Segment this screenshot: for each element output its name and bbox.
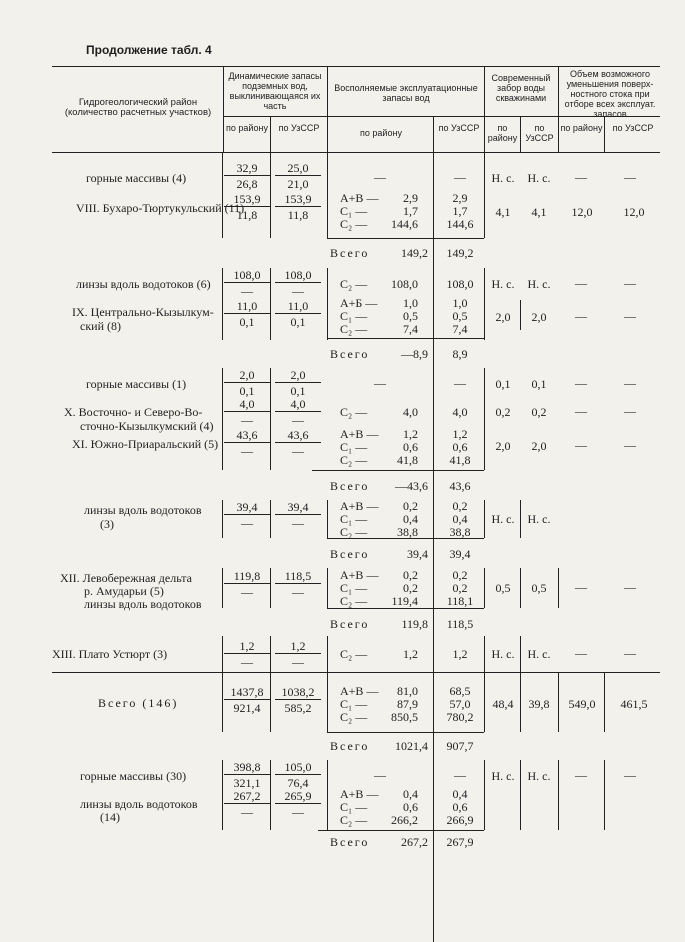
reduction-region-cell: 549,0 [568, 697, 596, 711]
dyn-region-cell: $\frac{1437,8}{921,4}$ [224, 686, 270, 714]
total-rule [327, 338, 484, 339]
current-region-cell: 0,5 [495, 581, 511, 595]
renew-uzssr-cell: 0,2 0,4 38,8 [449, 499, 471, 539]
col-rule [327, 500, 328, 538]
total-label: Всего [330, 347, 370, 361]
reduction-region-cell: — [575, 376, 587, 390]
region-label: линзы вдоль водотоков [80, 797, 198, 811]
dyn-region-cell: 267,2 — [224, 790, 270, 818]
header-top-rule [52, 66, 660, 67]
current-uzssr-cell: Н. с. [527, 277, 551, 291]
total-uzssr-value: 43,6 [449, 479, 471, 493]
category-labels: А+В — C₁ — C₂ — [340, 787, 379, 827]
current-region-cell: 48,4 [492, 697, 514, 711]
current-uzssr-cell: 2,0 [531, 310, 547, 324]
col-rule [327, 672, 328, 732]
dyn-uzssr-cell: 108,0 — [275, 269, 321, 297]
total-label: Всего [330, 479, 370, 493]
col-rule [222, 368, 223, 470]
header-dynamic: Динамические запасы подземных вод, выклинивающаяся их часть [228, 71, 322, 111]
reduction-uzssr-cell: — [624, 646, 636, 660]
col-rule [270, 568, 271, 608]
current-uzssr-cell: Н. с. [527, 769, 551, 783]
current-uzssr-cell: 0,5 [531, 581, 547, 595]
category-labels: А+В — C₁ — C₂ — [340, 568, 379, 608]
reduction-region-cell: — [575, 404, 587, 418]
region-label: линзы вдоль водотоков [84, 503, 202, 517]
col-rule [484, 268, 485, 340]
renew-uzssr-cell: 68,5 57,0 780,2 [446, 684, 474, 724]
region-label: XII. Левобережная дельта [60, 571, 192, 585]
dyn-uzssr-cell: 265,9 — [275, 790, 321, 818]
header-bottom-rule [52, 152, 660, 153]
renew-uzssr-cell: 1,2 0,6 41,8 [449, 427, 471, 467]
col-rule [558, 66, 559, 152]
summary-label: Всего (146) [98, 696, 179, 710]
renew-region-cell: 1,0 0,5 7,4 [403, 296, 418, 336]
renew-region-cell: 4,0 [403, 405, 418, 419]
current-uzssr-cell: Н. с. [527, 512, 551, 526]
header-reduction: Объем возможного уменьшения поверх-ностного стока при отборе всех эксплуат. запасов [564, 69, 656, 119]
col-rule [222, 152, 223, 238]
header-renewable: Восполняемые эксплуатационные запасы вод [334, 83, 478, 103]
reduction-region-cell: — [575, 580, 587, 594]
col-rule [327, 268, 328, 340]
renew-uzssr-cell: 4,0 [452, 405, 468, 419]
reduction-uzssr-cell: — [624, 309, 636, 323]
current-region-cell: Н. с. [491, 647, 515, 661]
col-rule [270, 672, 271, 732]
total-rule [327, 732, 484, 733]
renew-uzssr-cell: 0,2 0,2 118,1 [446, 568, 474, 608]
renew-region-cell: 81,0 87,9 850,5 [391, 684, 418, 724]
region-label-cont: (3) [100, 517, 114, 531]
col-rule [222, 672, 223, 732]
col-rule [327, 568, 328, 608]
total-region-value: 119,8 [401, 617, 428, 631]
current-region-cell: Н. с. [491, 277, 515, 291]
dyn-uzssr-cell: 4,0 — [275, 398, 321, 426]
col-rule [433, 152, 434, 942]
dyn-region-cell: $\frac{153,9}{11,8}$ [224, 193, 270, 221]
total-label: Всего [330, 739, 370, 753]
region-label: горные массивы (4) [86, 171, 187, 185]
renew-uzssr-cell: 2,9 1,7 144,6 [446, 191, 474, 231]
col-rule [327, 636, 328, 672]
category-labels: А+В — C₁ — C₂ — [340, 499, 379, 539]
col-rule [222, 500, 223, 538]
col-rule [327, 152, 328, 238]
region-label: линзы вдоль водотоков (6) [76, 277, 211, 291]
reduction-region-cell: 12,0 [571, 205, 593, 219]
category-labels: А+Б — C₁ — C₂ — [340, 296, 378, 336]
reduction-uzssr-cell: — [624, 376, 636, 390]
col-rule [484, 500, 485, 538]
dyn-region-cell: $\frac{2,0}{0,1}$ [224, 369, 270, 397]
renew-uzssr-cell: 108,0 [446, 277, 474, 291]
col-rule [270, 500, 271, 538]
total-region-value: —8,9 [401, 347, 428, 361]
col-rule [222, 268, 223, 340]
renew-uzssr-cell: 0,4 0,6 266,9 [446, 787, 474, 827]
total-uzssr-value: 267,9 [446, 835, 474, 849]
col-rule [223, 66, 224, 152]
dyn-uzssr-cell: $\frac{25,0}{21,0}$ [275, 162, 321, 190]
dyn-region-cell: $\frac{11,0}{0,1}$ [224, 300, 270, 328]
col-rule [604, 672, 605, 732]
col-rule [327, 66, 328, 152]
region-label: X. Восточно- и Северо-Во- [64, 405, 203, 419]
col-rule [270, 368, 271, 470]
total-uzssr-value: 907,7 [446, 739, 474, 753]
renew-uzssr-cell: 1,0 0,5 7,4 [452, 296, 468, 336]
renew-uzssr-cell: — [454, 170, 466, 184]
total-rule [327, 608, 484, 609]
category-labels: А+В — C₁ — C₂ — [340, 427, 379, 467]
category-labels: А+В — C₁ — C₂ — [340, 684, 379, 724]
renew-region-cell: — [374, 376, 386, 390]
total-region-value: 149,2 [401, 246, 428, 260]
total-region-value: 39,4 [407, 547, 428, 561]
reduction-uzssr-cell: 461,5 [620, 697, 648, 711]
renew-region-cell: 0,2 0,4 38,8 [397, 499, 418, 539]
total-uzssr-value: 118,5 [446, 617, 474, 631]
col-rule [484, 636, 485, 672]
current-region-cell: Н. с. [491, 171, 515, 185]
total-uzssr-value: 149,2 [446, 246, 474, 260]
dyn-region-cell: $\frac{32,9}{26,8}$ [224, 162, 270, 190]
renew-region-cell: 108,0 [391, 277, 418, 291]
current-region-cell: 0,2 [495, 405, 511, 419]
renew-region-cell: 0,4 0,6 266,2 [391, 787, 418, 827]
region-label: горные массивы (30) [80, 769, 187, 783]
region-label: IX. Центрально-Кызылкум- [72, 305, 214, 319]
region-label: VIII. Бухаро-Тюртукульский (11) [76, 201, 245, 215]
reduction-region-cell: — [575, 276, 587, 290]
col-rule [484, 368, 485, 470]
renew-region-cell: 1,2 0,6 41,8 [397, 427, 418, 467]
col-rule [484, 568, 485, 608]
total-label: Всего [330, 547, 370, 561]
renew-uzssr-cell: — [454, 768, 466, 782]
renew-region-cell: 2,9 1,7 144,6 [391, 191, 418, 231]
current-region-cell: 2,0 [495, 439, 511, 453]
dyn-uzssr-cell: 43,6 — [275, 429, 321, 457]
col-rule [270, 116, 271, 152]
col-rule [270, 760, 271, 830]
total-rule [312, 470, 484, 471]
total-uzssr-value: 8,9 [452, 347, 468, 361]
sub-red-region: по району [560, 123, 603, 133]
dyn-uzssr-cell: 118,5 — [275, 570, 321, 598]
total-uzssr-value: 39,4 [449, 547, 471, 561]
sub-red-uzssr: по УзССР [612, 123, 654, 133]
dyn-region-cell: 119,8 — [224, 570, 270, 598]
region-label: XI. Южно-Приаральский (5) [72, 437, 219, 451]
category-label: C₂ — [340, 277, 368, 291]
dyn-region-cell: 43,6 — [224, 429, 270, 457]
col-rule [558, 568, 559, 608]
table-caption: Продолжение табл. 4 [86, 43, 212, 57]
renew-region-cell: — [374, 170, 386, 184]
dyn-uzssr-cell: $\frac{153,9}{11,8}$ [275, 193, 321, 221]
dyn-region-cell: 108,0 — [224, 269, 270, 297]
reduction-uzssr-cell: — [624, 276, 636, 290]
sub-dyn-region: по району [226, 123, 268, 133]
total-rule [318, 830, 484, 831]
header-current: Современный забор воды скважинами [491, 73, 551, 103]
sub-cur-uzssr: по УзССР [525, 123, 554, 143]
renew-uzssr-cell: 1,2 [452, 647, 468, 661]
current-uzssr-cell: Н. с. [527, 171, 551, 185]
header-region: Гидрогеологический район (количество расчетных участков) [64, 97, 212, 119]
total-label: Всего [330, 617, 370, 631]
dyn-uzssr-cell: $\frac{11,0}{0,1}$ [275, 300, 321, 328]
region-label-sub: линзы вдоль водотоков [84, 597, 202, 611]
total-region-value: 267,2 [401, 835, 428, 849]
current-uzssr-cell: 4,1 [531, 205, 547, 219]
dyn-uzssr-cell: $\frac{2,0}{0,1}$ [275, 369, 321, 397]
total-region-value: —43,6 [395, 479, 428, 493]
col-rule [270, 636, 271, 672]
reduction-region-cell: — [575, 646, 587, 660]
region-label: горные массивы (1) [86, 377, 187, 391]
col-rule [604, 116, 605, 152]
dyn-uzssr-cell: $\frac{105,0}{76,4}$ [275, 761, 321, 789]
reduction-region-cell: — [575, 768, 587, 782]
total-label: Всего [330, 835, 370, 849]
dyn-region-cell: 4,0 — [224, 398, 270, 426]
col-rule [558, 672, 559, 732]
sub-cur-region: по району [487, 123, 518, 143]
dyn-region-cell: $\frac{398,8}{321,1}$ [224, 761, 270, 789]
dyn-uzssr-cell: 1,2 — [275, 640, 321, 668]
col-rule [222, 636, 223, 672]
col-rule [222, 760, 223, 830]
renew-region-cell: 0,2 0,2 119,4 [391, 568, 418, 608]
current-uzssr-cell: 0,1 [531, 377, 547, 391]
current-region-cell: 2,0 [495, 310, 511, 324]
dyn-uzssr-cell: $\frac{1038,2}{585,2}$ [275, 686, 321, 714]
current-region-cell: 4,1 [495, 205, 511, 219]
col-rule [604, 760, 605, 830]
reduction-uzssr-cell: — [624, 170, 636, 184]
col-rule [484, 152, 485, 238]
sub-dyn-uzssr: по УзССР [278, 123, 320, 133]
sub-ren-region: по району [360, 128, 402, 138]
dyn-uzssr-cell: 39,4 — [275, 501, 321, 529]
dyn-region-cell: 1,2 — [224, 640, 270, 668]
col-rule [484, 760, 485, 830]
reduction-region-cell: — [575, 438, 587, 452]
col-rule [327, 760, 328, 830]
col-rule [558, 760, 559, 830]
dyn-region-cell: 39,4 — [224, 501, 270, 529]
category-labels: А+В — C₁ — C₂ — [340, 191, 379, 231]
col-rule [484, 672, 485, 732]
current-uzssr-cell: 39,8 [528, 697, 550, 711]
region-label: XIII. Плато Устюрт (3) [52, 647, 168, 661]
total-region-value: 1021,4 [395, 739, 428, 753]
region-label-cont: (14) [100, 810, 120, 824]
col-rule [433, 116, 434, 152]
section-rule [52, 672, 660, 673]
total-label: Всего [330, 246, 370, 260]
renew-region-cell: 1,2 [403, 647, 418, 661]
category-label: C₂ — [340, 647, 368, 661]
reduction-uzssr-cell: — [624, 404, 636, 418]
current-region-cell: 0,1 [495, 377, 511, 391]
reduction-uzssr-cell: 12,0 [623, 205, 645, 219]
current-uzssr-cell: 0,2 [531, 405, 547, 419]
category-label: C₂ — [340, 405, 368, 419]
current-region-cell: Н. с. [491, 512, 515, 526]
col-rule [222, 568, 223, 608]
renew-region-cell: — [374, 768, 386, 782]
region-label-cont: р. Амударьи (5) [84, 584, 164, 598]
current-region-cell: Н. с. [491, 769, 515, 783]
reduction-uzssr-cell: — [624, 438, 636, 452]
reduction-region-cell: — [575, 170, 587, 184]
reduction-uzssr-cell: — [624, 768, 636, 782]
current-uzssr-cell: 2,0 [531, 439, 547, 453]
region-label-cont: ский (8) [80, 319, 121, 333]
reduction-region-cell: — [575, 309, 587, 323]
region-label-cont: сточно-Кызылкумский (4) [80, 419, 214, 433]
reduction-uzssr-cell: — [624, 580, 636, 594]
current-uzssr-cell: Н. с. [527, 647, 551, 661]
sub-ren-uzssr: по УзССР [438, 123, 480, 133]
col-rule [270, 152, 271, 238]
col-rule [270, 268, 271, 340]
total-rule [327, 238, 484, 239]
renew-uzssr-cell: — [454, 376, 466, 390]
